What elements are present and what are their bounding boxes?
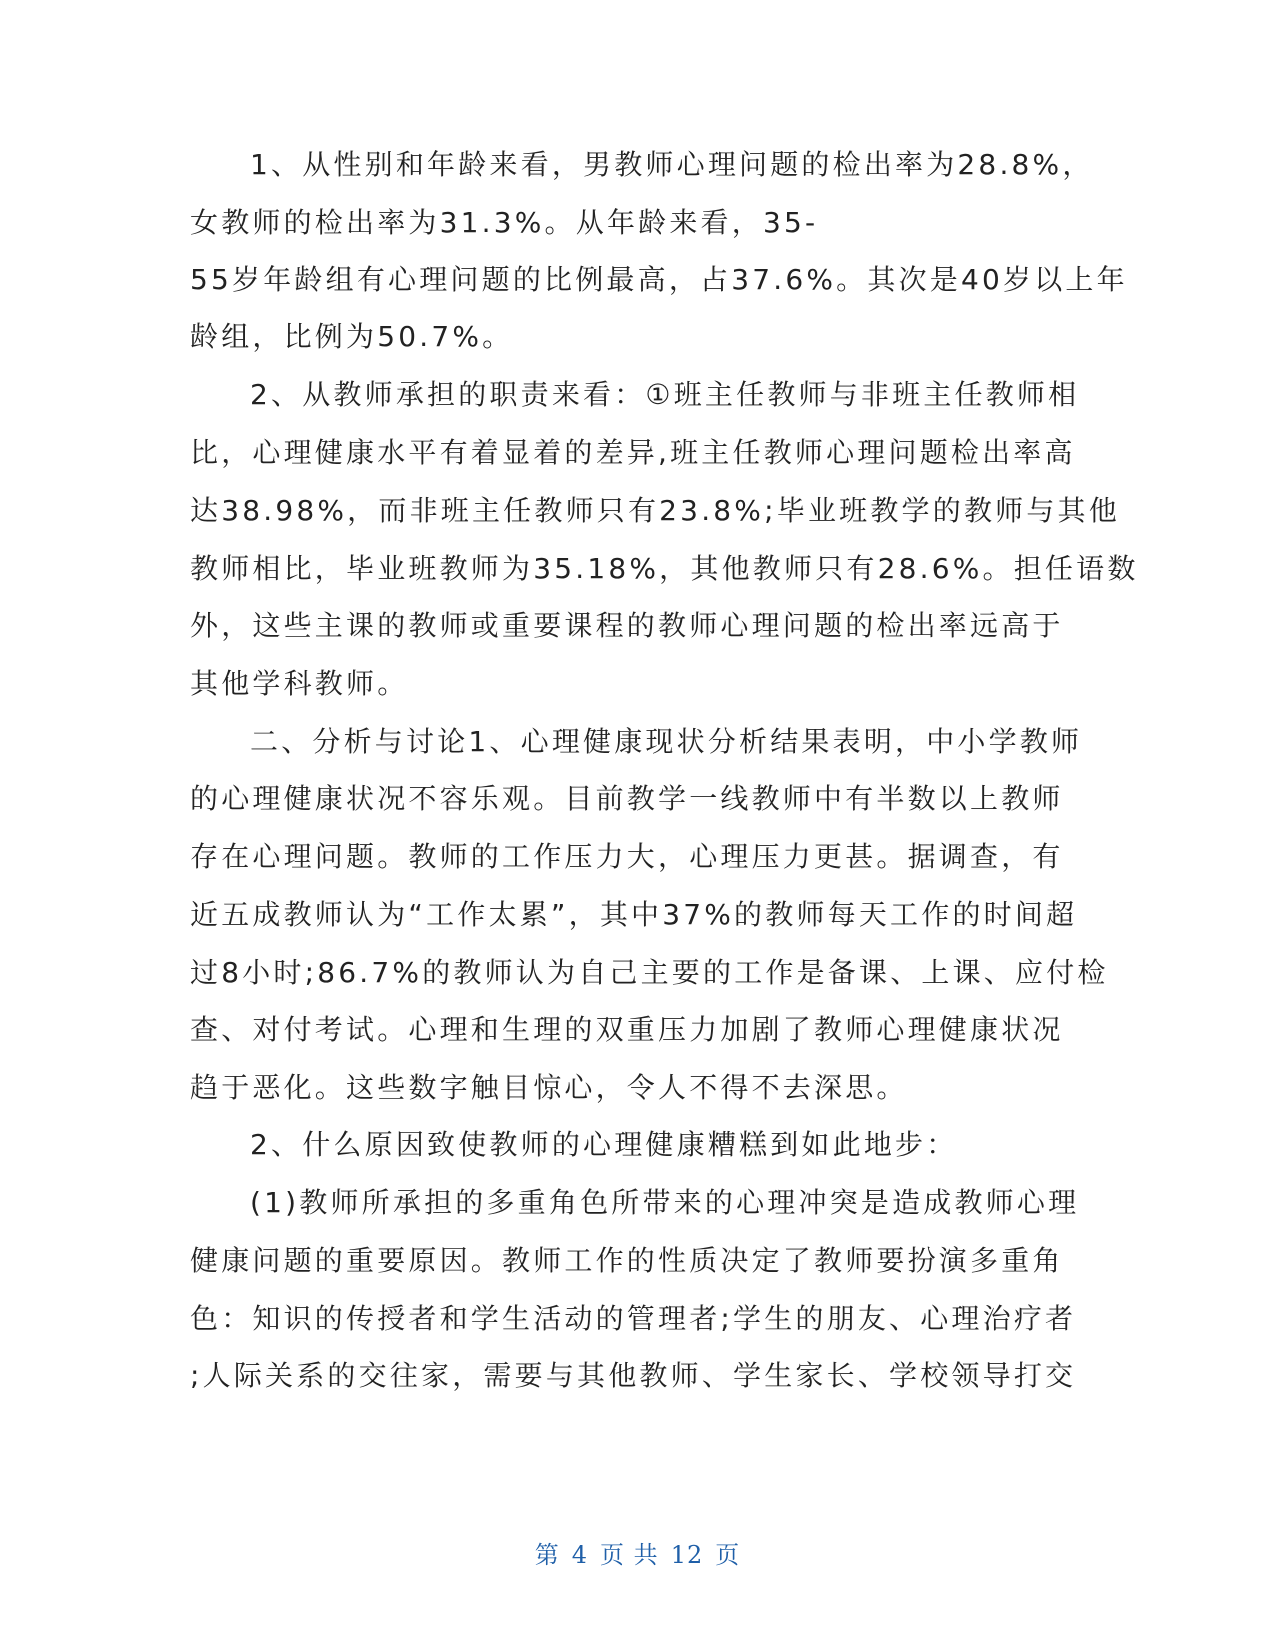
footer-suffix: 页	[715, 1541, 741, 1569]
text-line: 龄组，比例为50.7%。	[190, 320, 514, 353]
footer-prefix: 第	[534, 1541, 560, 1569]
text-line: 1、从性别和年龄来看，男教师心理问题的检出率为28.8%，	[250, 148, 1094, 181]
page-footer	[0, 1535, 1275, 1570]
text-line: 女教师的检出率为31.3%。从年龄来看，35-	[190, 206, 819, 239]
text-line: 达38.98%，而非班主任教师只有23.8%;毕业班教学的教师与其他	[190, 494, 1120, 527]
text-line: 教师相比，毕业班教师为35.18%，其他教师只有28.6%。担任语数	[190, 552, 1139, 585]
text-line: 趋于恶化。这些数字触目惊心，令人不得不去深思。	[190, 1071, 908, 1104]
text-line: 二、分析与讨论1、心理健康现状分析结果表明，中小学教师	[250, 725, 1083, 758]
text-line: 过8小时;86.7%的教师认为自己主要的工作是备课、上课、应付检	[190, 956, 1109, 989]
text-line: 55岁年龄组有心理问题的比例最高，占37.6%。其次是40岁以上年	[190, 263, 1128, 296]
total-page-count: 12	[670, 1541, 704, 1569]
text-line: 近五成教师认为“工作太累”，其中37%的教师每天工作的时间超	[190, 898, 1078, 931]
text-line: 查、对付考试。心理和生理的双重压力加剧了教师心理健康状况	[190, 1013, 1064, 1046]
text-line: 的心理健康状况不容乐观。目前教学一线教师中有半数以上教师	[190, 782, 1064, 815]
text-line: 健康问题的重要原因。教师工作的性质决定了教师要扮演多重角	[190, 1244, 1064, 1277]
text-line: 存在心理问题。教师的工作压力大，心理压力更甚。据调查，有	[190, 840, 1064, 873]
text-line: 2、什么原因致使教师的心理健康糟糕到如此地步：	[250, 1128, 958, 1161]
text-line: 外，这些主课的教师或重要课程的教师心理问题的检出率远高于	[190, 609, 1064, 642]
text-line: 其他学科教师。	[190, 667, 409, 700]
current-page-number: 4	[571, 1541, 589, 1569]
text-line: 2、从教师承担的职责来看：①班主任教师与非班主任教师相	[250, 378, 1080, 411]
text-line: 比，心理健康水平有着显着的差异,班主任教师心理问题检出率高	[190, 436, 1076, 469]
text-line: ;人际关系的交往家，需要与其他教师、学生家长、学校领导打交	[190, 1359, 1077, 1392]
text-line: 色：知识的传授者和学生活动的管理者;学生的朋友、心理治疗者	[190, 1302, 1077, 1335]
text-line: (1)教师所承担的多重角色所带来的心理冲突是造成教师心理	[250, 1186, 1080, 1219]
footer-middle: 页 共	[600, 1541, 659, 1569]
